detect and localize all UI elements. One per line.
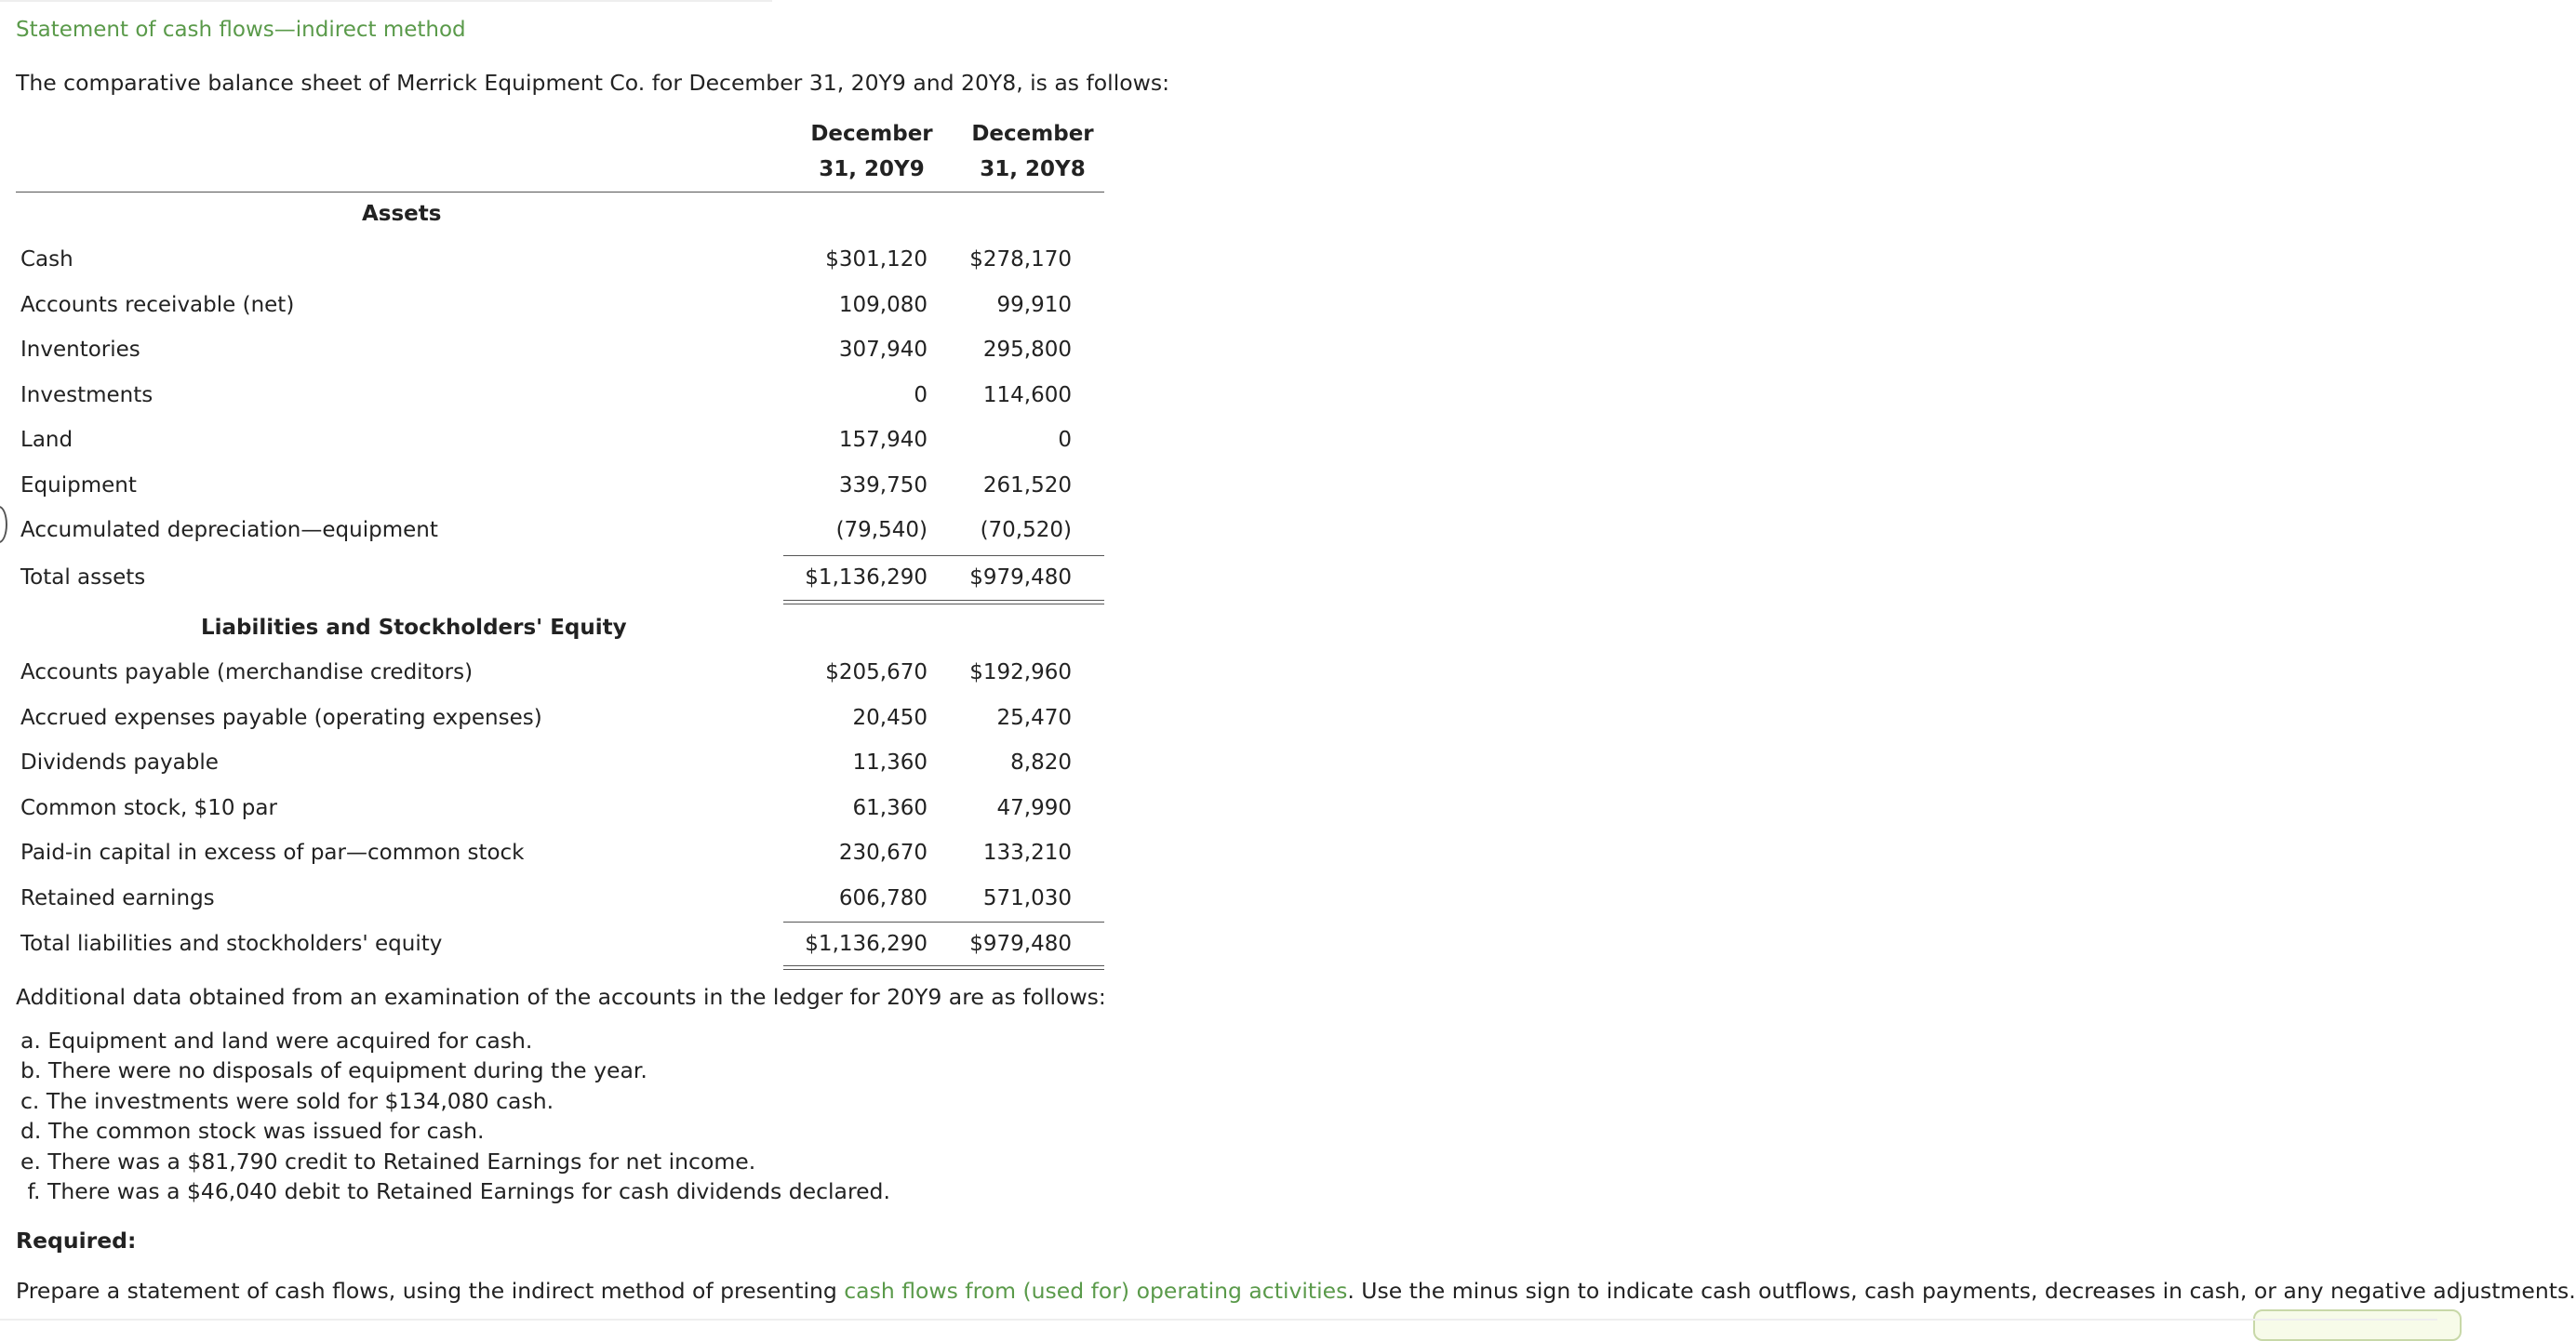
value-20y8: 295,800 [982,338,1072,362]
list-item: c. The investments were sold for $134,080 cash. [20,1087,554,1114]
list-item: b. There were no disposals of equipment during the year. [20,1057,647,1084]
row-label: Accrued expenses payable (operating expenses) [20,706,542,730]
row-label: Cash [20,247,73,272]
operating-activities-link[interactable]: cash flows from (used for) operating activities [844,1278,1348,1304]
page-title: Statement of cash flows—indirect method [16,18,466,42]
value-20y9: 20,450 [852,706,928,730]
value-20y9: 606,780 [838,886,928,910]
value-20y8: $979,480 [969,565,1072,590]
row-label: Accounts payable (merchandise creditors) [20,660,474,684]
header-rule [16,192,1104,193]
value-20y8: 114,600 [982,383,1072,407]
table-row [16,651,1104,696]
notes-list [20,1026,890,1206]
row-label: Investments [20,383,153,407]
row-label: Total assets [20,565,146,590]
row-label: Accounts receivable (net) [20,293,295,317]
row-label: Total liabilities and stockholders' equity [20,932,443,956]
bottom-divider [0,1319,2437,1321]
table-row [16,418,1104,463]
value-20y8: 133,210 [982,841,1072,865]
total-double-rule [783,600,1104,604]
row-label: Equipment [20,473,137,498]
required-text-before: Prepare a statement of cash flows, using the indirect method of presenting [16,1278,845,1304]
intro-text: The comparative balance sheet of Merrick Equipment Co. for December 31, 20Y9 and 20Y8, is as follows: [16,70,1169,96]
value-20y9: 339,750 [838,473,928,498]
table-row [16,509,1104,553]
liabilities-heading: Liabilities and Stockholders' Equity [201,616,627,640]
column-header-20y9-line2: 31, 20Y9 [819,157,925,181]
value-20y8: $192,960 [969,660,1072,684]
row-label: Accumulated depreciation—equipment [20,518,438,542]
top-divider [0,0,772,2]
value-20y9: 11,360 [852,750,928,775]
total-liabilities-row [16,923,1104,967]
table-row [16,328,1104,373]
value-20y9: $205,670 [825,660,928,684]
table-row [16,741,1104,786]
total-assets-row [16,556,1104,601]
value-20y9: 307,940 [838,338,928,362]
table-row [16,877,1104,922]
column-header-20y9-line1: December [810,122,933,146]
value-20y8: $979,480 [969,932,1072,956]
value-20y8: 0 [1058,428,1072,452]
additional-data-text: Additional data obtained from an examination of the accounts in the ledger for 20Y9 are as follows: [16,984,1106,1010]
left-edge-handle[interactable] [0,506,7,543]
table-row [16,464,1104,509]
value-20y9: $1,136,290 [805,565,928,590]
table-row [16,374,1104,418]
value-20y9: 61,360 [852,796,928,820]
list-item: a. Equipment and land were acquired for cash. [20,1028,533,1054]
value-20y8: $278,170 [969,247,1072,272]
column-header-20y8-line1: December [971,122,1094,146]
assets-heading: Assets [362,202,442,226]
value-20y9: 109,080 [838,293,928,317]
row-label: Land [20,428,73,452]
list-item: d. The common stock was issued for cash. [20,1118,485,1145]
value-20y8: 99,910 [996,293,1072,317]
answer-panel-tab[interactable] [2253,1309,2462,1341]
value-20y9: 230,670 [838,841,928,865]
column-header-20y8-line2: 31, 20Y8 [980,157,1086,181]
table-row [16,284,1104,328]
value-20y8: 47,990 [996,796,1072,820]
table-row [16,697,1104,741]
list-item: e. There was a $81,790 credit to Retained Earnings for net income. [20,1148,756,1175]
value-20y9: (79,540) [835,518,928,542]
value-20y9: $301,120 [825,247,928,272]
row-label: Common stock, $10 par [20,796,277,820]
value-20y9: $1,136,290 [805,932,928,956]
row-label: Dividends payable [20,750,219,775]
required-text-after: . Use the minus sign to indicate cash outflows, cash payments, decreases in cash, or any negative adjustments. [1347,1278,2576,1304]
value-20y8: 25,470 [996,706,1072,730]
value-20y8: 571,030 [982,886,1072,910]
list-item: f. There was a $46,040 debit to Retained Earnings for cash dividends declared. [20,1177,890,1204]
required-text [16,1278,2576,1304]
value-20y8: 8,820 [1010,750,1072,775]
table-row [16,238,1104,283]
column-header-20y9 [793,116,951,187]
required-label: Required: [16,1228,137,1254]
table-row [16,787,1104,831]
value-20y9: 157,940 [838,428,928,452]
value-20y9: 0 [914,383,928,407]
row-label: Retained earnings [20,886,215,910]
column-header-20y8 [954,116,1112,187]
value-20y8: 261,520 [982,473,1072,498]
value-20y8: (70,520) [980,518,1072,542]
row-label: Inventories [20,338,140,362]
row-label: Paid-in capital in excess of par—common stock [20,841,525,865]
table-row [16,831,1104,876]
total-double-rule [783,965,1104,970]
